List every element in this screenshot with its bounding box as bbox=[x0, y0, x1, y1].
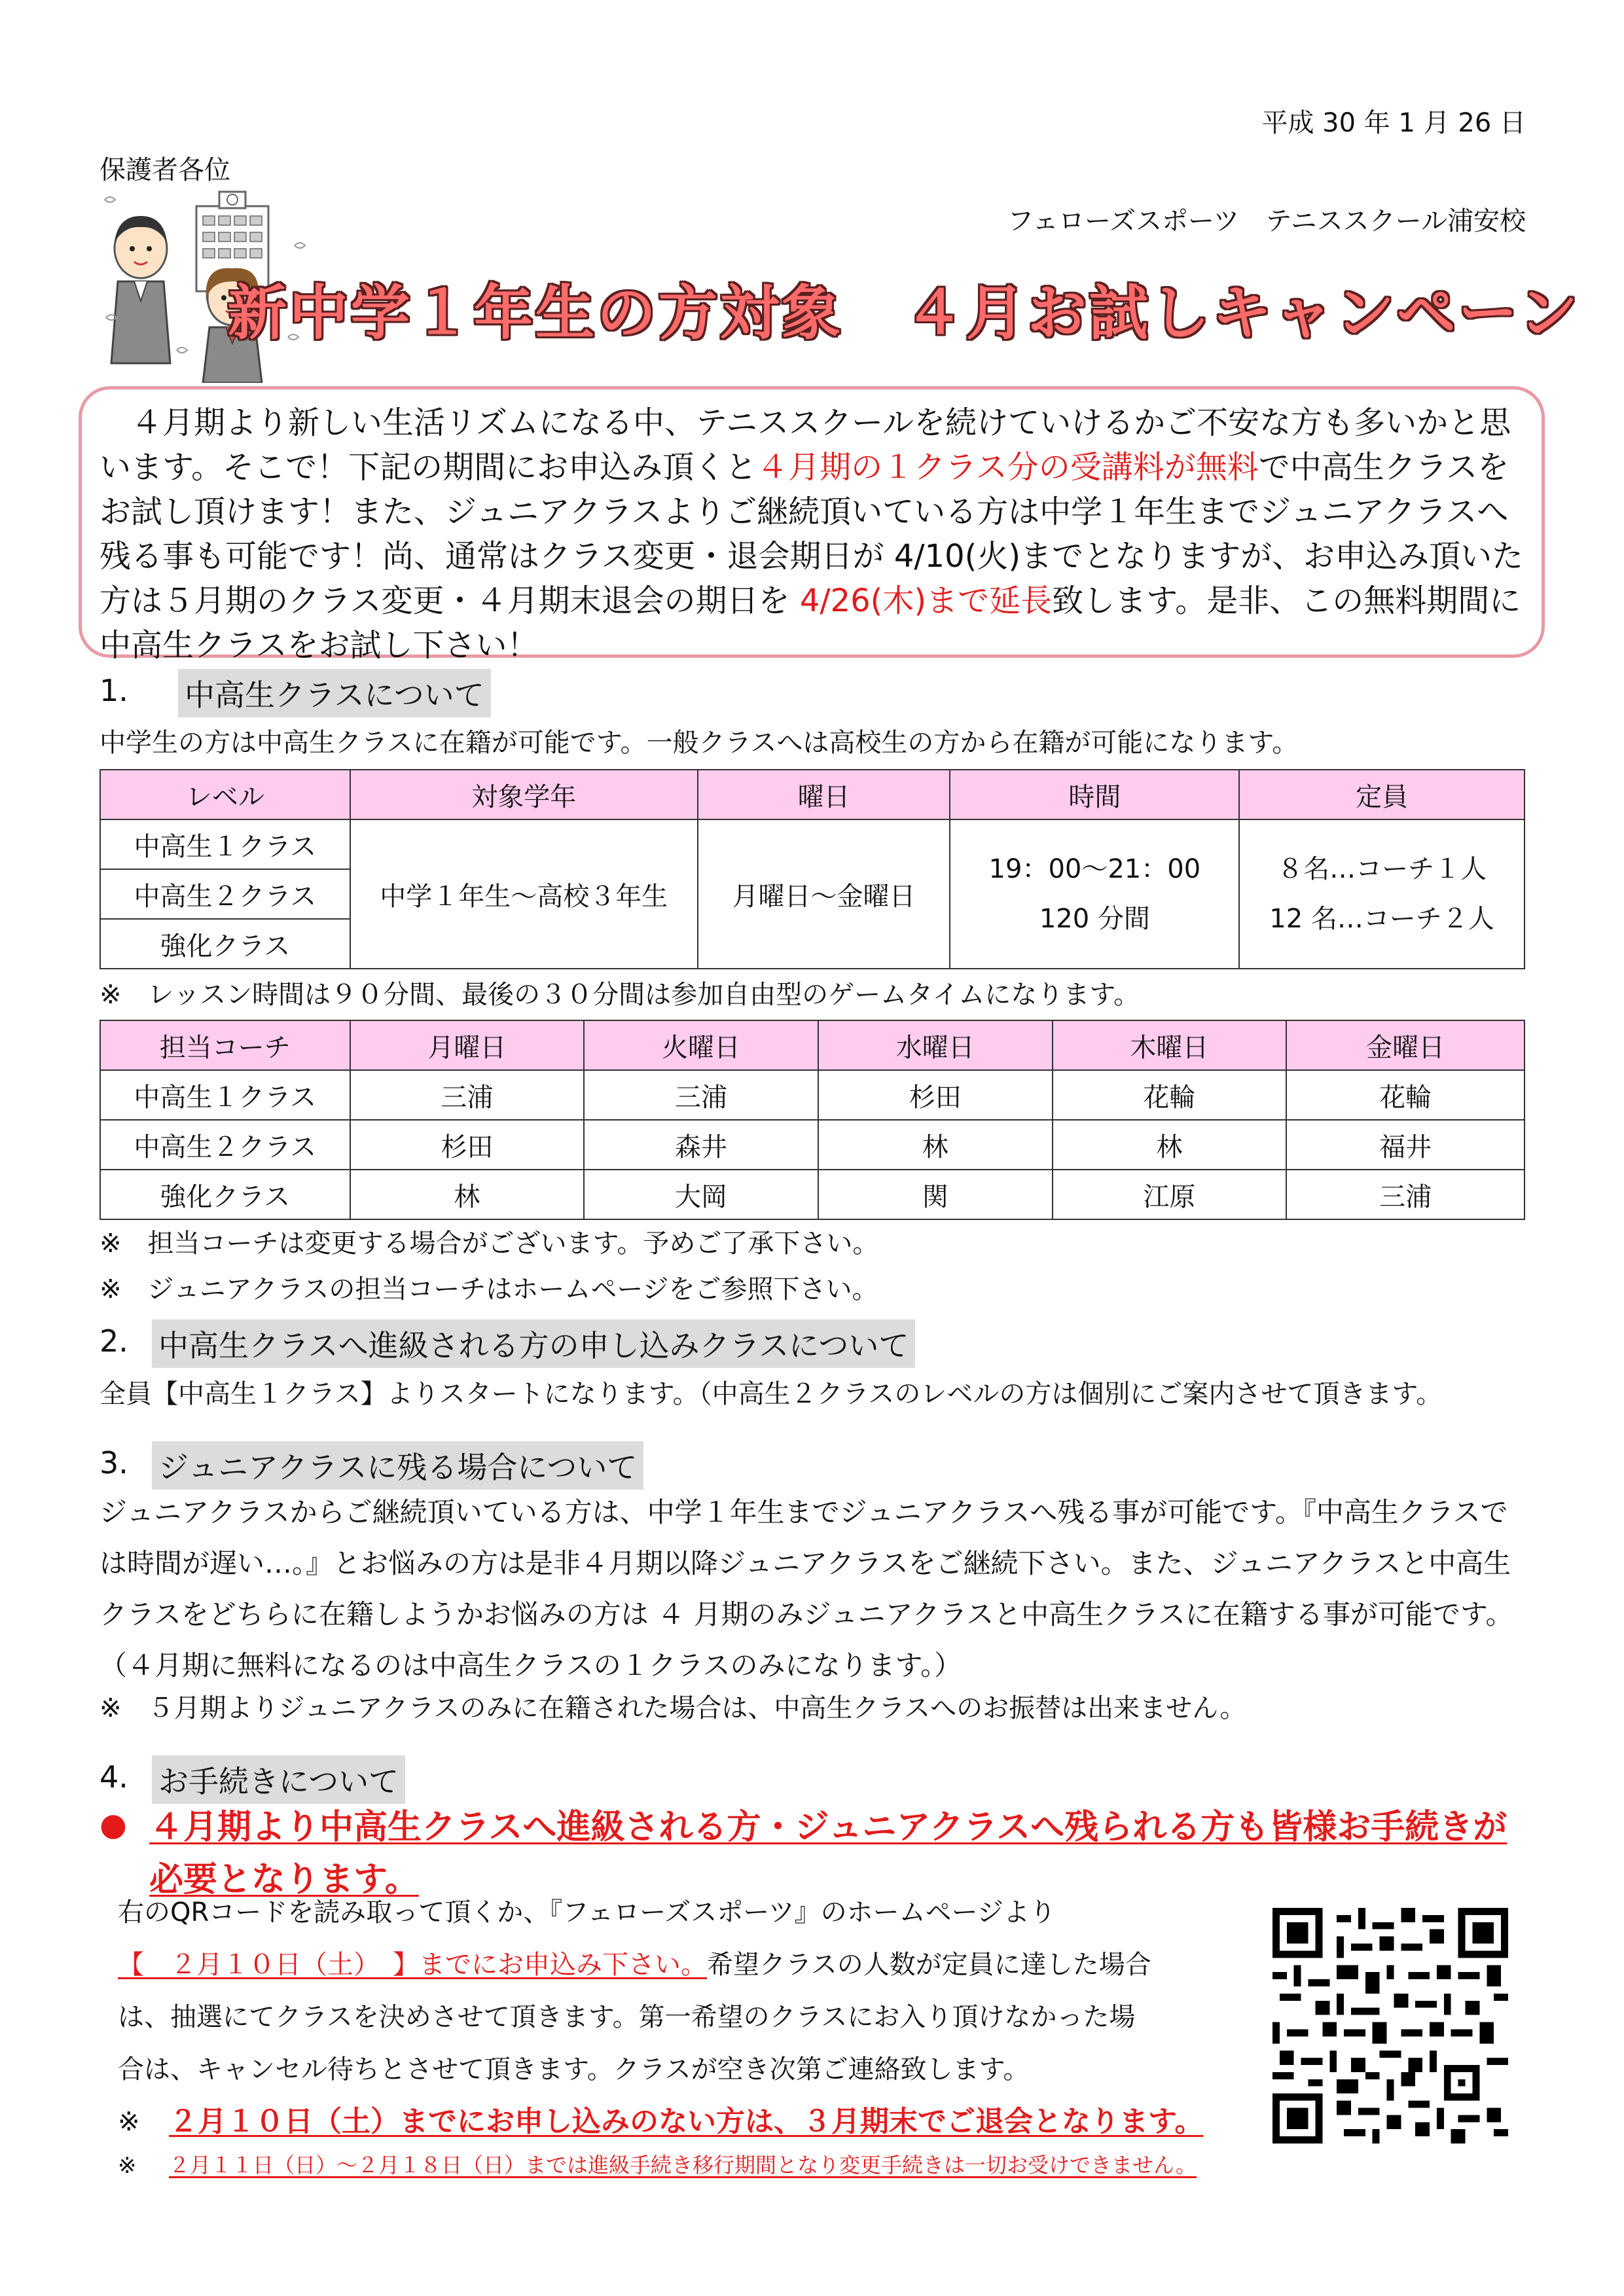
procedure-line-3: は、抽選にてクラスを決めさせて頂きます。第一希望のクラスにお入り頂けなかった場 bbox=[118, 2002, 1136, 2032]
days-cell: 月曜日～金曜日 bbox=[698, 819, 950, 969]
coach-cell: 中高生１クラス bbox=[100, 1070, 350, 1120]
coach-change-note: ※ 担当コーチは変更する場合がございます。予めご了承下さい。 bbox=[99, 1229, 879, 1259]
section1-heading: 中高生クラスについて bbox=[178, 669, 491, 717]
level-cell: 中高生１クラス bbox=[100, 819, 350, 869]
intro-part-1: ４月期より新しい生活リズムになる中、テニススクールを続けていけるかご不安な方も多いかと思います。そこで！下記の期間にお申込み頂くと bbox=[99, 404, 1511, 486]
table2-header: 金曜日 bbox=[1286, 1020, 1525, 1070]
capacity-line-2: 12 名…コーチ２人 bbox=[1269, 904, 1494, 934]
coach-cell: 関 bbox=[818, 1170, 1053, 1219]
coach-cell: 三浦 bbox=[584, 1070, 818, 1120]
level-cell: 強化クラス bbox=[100, 919, 350, 969]
table1-header: レベル bbox=[100, 770, 350, 819]
cancellation-note: ２月１０日（土）までにお申し込みのない方は、３月期末でご退会となります。 bbox=[169, 2105, 1204, 2138]
table2-header: 水曜日 bbox=[818, 1020, 1053, 1070]
procedure-line-2-rest: 希望クラスの人数が定員に達した場合 bbox=[707, 1950, 1151, 1980]
coach-cell: 花輪 bbox=[1053, 1070, 1287, 1120]
section2-heading: 中高生クラスへ進級される方の申し込みクラスについて bbox=[152, 1319, 915, 1368]
time-line-2: 120 分間 bbox=[1039, 904, 1150, 934]
coach-cell: 福井 bbox=[1286, 1120, 1525, 1170]
table1-header: 定員 bbox=[1239, 770, 1525, 819]
campaign-title: 新中学１年生の方対象 ４月お試しキャンペーン bbox=[228, 279, 1581, 348]
junior-coach-note: ※ ジュニアクラスの担当コーチはホームページをご参照下さい。 bbox=[99, 1274, 878, 1304]
intro-free-highlight: ４月期の１クラス分の受講料が無料 bbox=[757, 449, 1259, 486]
note-mark: ※ bbox=[118, 2107, 140, 2137]
section1-lead: 中学生の方は中高生クラスに在籍が可能です。一般クラスへは高校生の方から在籍が可能になります。 bbox=[99, 728, 1299, 758]
capacity-cell bbox=[1239, 819, 1525, 969]
section2-body: 全員【中高生１クラス】よりスタートになります。（中高生２クラスのレベルの方は個別にご案内させて頂きます。 bbox=[99, 1379, 1443, 1409]
section2-number: 2. bbox=[99, 1323, 128, 1359]
note-mark: ※ bbox=[118, 2153, 137, 2179]
document-date: 平成 30 年 1 月 26 日 bbox=[1261, 108, 1526, 138]
procedure-line-1: 右のQRコードを読み取って頂くか、『フェローズスポーツ』のホームページより bbox=[118, 1897, 1056, 1928]
deadline-text: 【 ２月１０日（土） 】までにお申込み下さい。 bbox=[118, 1950, 707, 1980]
table1-header: 曜日 bbox=[698, 770, 950, 819]
procedure-line-4: 合は、キャンセル待ちとさせて頂きます。クラスが空き次第ご連絡致します。 bbox=[118, 2054, 1030, 2085]
table1-header: 時間 bbox=[950, 770, 1239, 819]
section4-number: 4. bbox=[99, 1759, 128, 1795]
capacity-line-1: ８名…コーチ１人 bbox=[1277, 854, 1487, 884]
coach-cell: 林 bbox=[1053, 1120, 1287, 1170]
recipient: 保護者各位 bbox=[99, 155, 230, 185]
table2-header: 担当コーチ bbox=[100, 1020, 350, 1070]
coach-cell: 大岡 bbox=[584, 1170, 818, 1219]
table2-header: 月曜日 bbox=[350, 1020, 585, 1070]
transition-period-note: ２月１１日（日）～２月１８日（日）までは進級手続き移行期間となり変更手続きは一切お受けできません。 bbox=[169, 2153, 1197, 2178]
bullet-icon: ● bbox=[99, 1806, 127, 1843]
time-line-1: 19：00～21：00 bbox=[988, 854, 1201, 884]
coach-cell: 江原 bbox=[1053, 1170, 1287, 1219]
procedure-line-2 bbox=[118, 1952, 1151, 1978]
section4-heading: お手続きについて bbox=[152, 1755, 405, 1804]
grade-cell: 中学１年生～高校３年生 bbox=[350, 819, 698, 969]
lesson-time-note: ※ レッスン時間は９０分間、最後の３０分間は参加自由型のゲームタイムになります。 bbox=[99, 980, 1140, 1010]
coach-cell: 森井 bbox=[584, 1120, 818, 1170]
procedure-alert: ４月期より中高生クラスへ進級される方・ジュニアクラスへ残られる方も皆様お手続きが必要となります。 bbox=[149, 1808, 1507, 1899]
time-cell bbox=[950, 819, 1239, 969]
coach-cell: 林 bbox=[350, 1170, 585, 1219]
intro-part-3: 致します。是非、この無料期間に中高生クラスをお試し下さい！ bbox=[99, 583, 1521, 664]
section3-number: 3. bbox=[99, 1445, 128, 1480]
section3-note: ※ ５月期よりジュニアクラスのみに在籍された場合は、中高生クラスへのお振替は出来ません。 bbox=[99, 1693, 1246, 1723]
coach-cell: 林 bbox=[818, 1120, 1053, 1170]
coach-cell: 花輪 bbox=[1286, 1070, 1525, 1120]
coach-cell: 三浦 bbox=[350, 1070, 585, 1120]
coach-cell: 杉田 bbox=[350, 1120, 585, 1170]
section3-heading: ジュニアクラスに残る場合について bbox=[152, 1441, 643, 1490]
coach-cell: 杉田 bbox=[818, 1070, 1053, 1120]
qr-code-icon bbox=[1272, 1908, 1508, 2144]
intro-extension-highlight: 4/26(木)まで延長 bbox=[799, 583, 1053, 619]
coach-cell: 三浦 bbox=[1286, 1170, 1525, 1219]
level-cell: 中高生２クラス bbox=[100, 869, 350, 919]
coach-cell: 中高生２クラス bbox=[100, 1120, 350, 1170]
coach-cell: 強化クラス bbox=[100, 1170, 350, 1219]
section1-number: 1. bbox=[99, 673, 128, 708]
table2-header: 木曜日 bbox=[1053, 1020, 1287, 1070]
section3-body: ジュニアクラスからご継続頂いている方は、中学１年生までジュニアクラスへ残る事が可能です。『中高生クラスでは時間が遅い…。』とお悩みの方は是非４月期以降ジュニアクラスをご継続下さい。また、ジュニアクラスと中高生クラスをどちらに在籍しようかお悩みの方は ４ 月期のみジュニアクラスと中高生クラスに在籍する事が可能です。（４月期に無料になるのは中高生クラスの１クラスのみになります。） bbox=[99, 1496, 1513, 1681]
class-info-table bbox=[99, 769, 1525, 969]
table2-header: 火曜日 bbox=[584, 1020, 818, 1070]
sender: フェローズスポーツ テニススクール浦安校 bbox=[1007, 206, 1526, 236]
intro-part-2: で中高生クラスをお試し頂けます！また、ジュニアクラスよりご継続頂いている方は中学１年生までジュニアクラスへ残る事も可能です！尚、通常はクラス変更・退会期日が 4/10(火)までとなりますが、お申込み頂いた方は５月期のクラス変更・４月期末退会の期日を bbox=[99, 449, 1524, 619]
table1-header: 対象学年 bbox=[350, 770, 698, 819]
coach-table bbox=[99, 1020, 1525, 1220]
intro-text bbox=[99, 401, 1526, 668]
